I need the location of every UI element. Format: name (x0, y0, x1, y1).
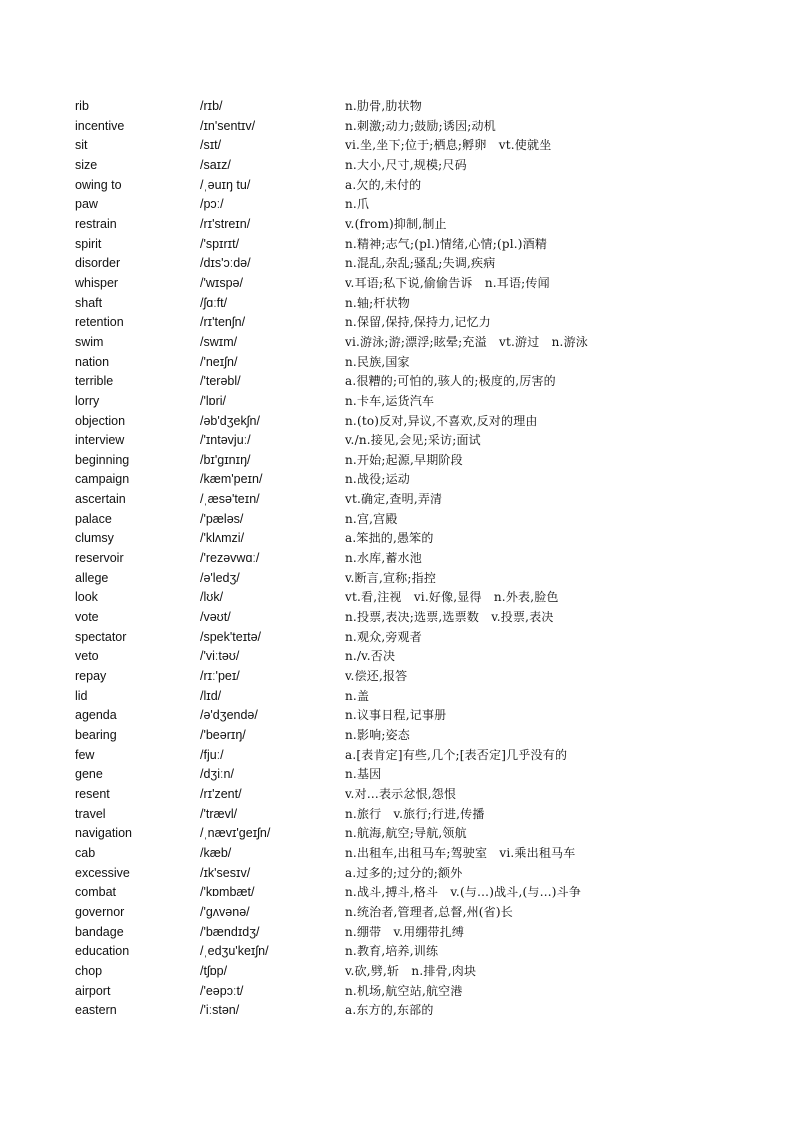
vocab-phonetic: /ˌəuɪŋ tu/ (200, 177, 251, 192)
vocab-row (75, 588, 775, 608)
vocab-word: reservoir (75, 551, 124, 566)
vocab-definition: n.大小,尺寸,规模;尺码 (345, 157, 467, 172)
vocab-row (75, 431, 775, 451)
vocab-word: eastern (75, 1003, 117, 1018)
vocab-phonetic: /lʊk/ (200, 590, 224, 605)
vocab-definition: vt.确定,查明,弄清 (345, 492, 443, 507)
vocab-row (75, 824, 775, 844)
vocab-phonetic: /lɪd/ (200, 688, 222, 703)
vocab-phonetic: /'bændɪdʒ/ (200, 924, 260, 939)
vocab-definition: n.精神;志气;(pl.)情绪,心情;(pl.)酒精 (345, 236, 548, 251)
vocab-row (75, 195, 775, 215)
vocab-definition: a.很糟的;可怕的,骇人的;极度的,厉害的 (345, 374, 556, 389)
vocab-phonetic: /'neɪʃn/ (200, 354, 238, 369)
vocab-word: objection (75, 413, 126, 428)
vocab-row (75, 451, 775, 471)
vocab-row (75, 667, 775, 687)
vocab-definition: n.观众,旁观者 (345, 629, 422, 644)
vocab-row (75, 805, 775, 825)
vocab-word: nation (75, 354, 110, 369)
vocab-phonetic: /kæm'peɪn/ (200, 472, 263, 487)
vocab-word: excessive (75, 865, 130, 880)
vocab-row (75, 392, 775, 412)
vocab-word: swim (75, 334, 104, 349)
vocab-row (75, 529, 775, 549)
vocab-word: bearing (75, 728, 117, 742)
vocab-phonetic: /'viːtəʊ/ (200, 649, 240, 664)
vocab-row (75, 254, 775, 274)
vocab-row (75, 608, 775, 628)
vocab-definition: n.(to)反对,异议,不喜欢,反对的理由 (345, 413, 538, 428)
vocab-definition: v.对…表示忿恨,怨恨 (345, 786, 457, 801)
vocab-phonetic: /ə'ledʒ/ (200, 570, 240, 585)
vocab-phonetic: /fjuː/ (200, 747, 224, 762)
vocab-row (75, 176, 775, 196)
vocab-definition: n.投票,表决;选票,选票数 v.投票,表决 (345, 610, 554, 625)
vocab-word: disorder (75, 256, 121, 271)
vocab-definition: n.绷带 v.用绷带扎缚 (345, 924, 465, 939)
vocab-phonetic: /'wɪspə/ (200, 275, 243, 290)
vocab-word: sit (75, 138, 88, 153)
vocab-row (75, 923, 775, 943)
vocab-word: vote (75, 610, 99, 625)
vocab-row (75, 372, 775, 392)
vocab-definition: n.战役;运动 (345, 472, 410, 487)
vocab-definition: n.战斗,搏斗,格斗 v.(与…)战斗,(与…)斗争 (345, 885, 582, 900)
vocab-phonetic: /rɪb/ (200, 99, 223, 113)
vocab-word: beginning (75, 452, 130, 467)
vocab-definition: n.议事日程,记事册 (345, 708, 447, 723)
vocab-word: education (75, 944, 130, 959)
vocab-row (75, 726, 775, 746)
vocab-definition: n.基因 (345, 767, 382, 782)
vocab-definition: a.过多的;过分的;额外 (345, 865, 463, 880)
vocab-definition: n.旅行 v.旅行;行进,传播 (345, 806, 485, 821)
vocab-word: size (75, 157, 98, 172)
vocab-phonetic: /'rezəvwɑː/ (200, 551, 260, 566)
vocab-definition: n.轴;杆状物 (345, 295, 410, 310)
vocab-definition: n.混乱,杂乱;骚乱;失调,疾病 (345, 256, 496, 271)
vocab-phonetic: /ʃɑːft/ (200, 295, 228, 310)
vocab-row (75, 982, 775, 1002)
vocab-word: look (75, 590, 98, 605)
vocab-word: campaign (75, 472, 130, 487)
vocab-row (75, 647, 775, 667)
vocab-phonetic: /əb'dʒekʃn/ (200, 413, 260, 428)
vocab-definition: n.教育,培养,训练 (345, 944, 439, 959)
vocab-definition: n./v.否决 (345, 649, 396, 664)
vocab-word: retention (75, 315, 124, 330)
vocab-phonetic: /bɪ'gɪnɪŋ/ (200, 452, 251, 467)
vocab-definition: n.肋骨,肋状物 (345, 99, 422, 113)
vocab-row (75, 510, 775, 530)
vocab-row (75, 706, 775, 726)
vocab-definition: n.刺激;动力;鼓励;诱因;动机 (345, 118, 496, 133)
vocab-phonetic: /ˌedʒu'keɪʃn/ (200, 944, 269, 959)
vocab-phonetic: /'trævl/ (200, 806, 238, 821)
vocab-phonetic: /ə'dʒendə/ (200, 708, 258, 723)
vocab-row (75, 235, 775, 255)
vocab-row (75, 785, 775, 805)
vocab-definition: a.欠的,未付的 (345, 177, 422, 192)
vocab-definition: n.保留,保持,保持力,记忆力 (345, 315, 491, 330)
vocab-definition: v.断言,宣称;指控 (345, 570, 437, 585)
vocab-word: incentive (75, 118, 125, 133)
vocab-word: gene (75, 767, 103, 782)
vocab-row (75, 156, 775, 176)
vocab-definition: v.偿还,报答 (345, 669, 408, 684)
vocab-word: shaft (75, 295, 103, 310)
vocab-phonetic: /rɪː'peɪ/ (200, 669, 240, 684)
vocab-phonetic: /'spɪrɪt/ (200, 236, 240, 251)
vocab-definition: vi.坐,坐下;位于;栖息;孵卵 vt.使就坐 (345, 138, 552, 153)
vocab-row (75, 294, 775, 314)
vocab-definition: v.(from)抑制,制止 (345, 216, 447, 231)
vocab-phonetic: /ˌnævɪ'geɪʃn/ (200, 826, 271, 841)
vocab-phonetic: /dʒiːn/ (200, 767, 234, 782)
vocab-word: clumsy (75, 531, 114, 546)
vocab-word: chop (75, 963, 103, 978)
vocab-phonetic: /tʃɒp/ (200, 963, 228, 978)
vocab-row (75, 333, 775, 353)
vocab-row (75, 1001, 775, 1021)
vocab-row (75, 569, 775, 589)
vocab-row (75, 470, 775, 490)
vocab-row (75, 97, 775, 117)
vocab-phonetic: /ɪk'sesɪv/ (200, 865, 251, 880)
vocab-phonetic: /'klʌmzi/ (200, 531, 245, 546)
vocab-row (75, 942, 775, 962)
vocab-phonetic: /'gʌvənə/ (200, 904, 250, 919)
vocab-definition: n.统治者,管理者,总督,州(省)长 (345, 904, 513, 919)
vocab-word: palace (75, 511, 112, 526)
vocab-row (75, 549, 775, 569)
vocab-word: restrain (75, 216, 117, 231)
vocab-row (75, 274, 775, 294)
vocab-row (75, 628, 775, 648)
vocab-word: agenda (75, 708, 117, 723)
vocab-word: whisper (75, 275, 119, 290)
vocab-phonetic: /'beərɪŋ/ (200, 728, 246, 742)
vocab-row (75, 687, 775, 707)
vocab-row (75, 864, 775, 884)
vocab-definition: n.水库,蓄水池 (345, 551, 422, 566)
vocab-row (75, 353, 775, 373)
vocab-phonetic: /'terəbl/ (200, 374, 241, 389)
vocab-phonetic: /dɪs'ɔːdə/ (200, 256, 251, 271)
vocab-phonetic: /ˌæsə'teɪn/ (200, 492, 260, 507)
vocab-word: combat (75, 885, 116, 900)
vocab-row (75, 313, 775, 333)
vocab-phonetic: /'eəpɔːt/ (200, 983, 244, 998)
vocab-definition: v.耳语;私下说,偷偷告诉 n.耳语;传闻 (345, 275, 550, 290)
vocab-word: rib (75, 99, 89, 113)
vocab-definition: n.卡车,运货汽车 (345, 393, 435, 408)
vocab-word: interview (75, 433, 125, 448)
vocab-row (75, 117, 775, 137)
vocab-definition: n.影响;姿态 (345, 728, 410, 742)
vocab-row (75, 215, 775, 235)
vocab-phonetic: /ɪn'sentɪv/ (200, 118, 256, 133)
vocab-definition: n.爪 (345, 197, 370, 212)
vocab-word: ascertain (75, 492, 126, 507)
vocab-definition: n.航海,航空;导航,领航 (345, 826, 467, 841)
vocab-phonetic: /'kɒmbæt/ (200, 885, 255, 900)
vocab-word: airport (75, 983, 111, 998)
vocab-phonetic: /spek'teɪtə/ (200, 629, 262, 644)
vocab-definition: n.开始;起源,早期阶段 (345, 452, 463, 467)
vocab-definition: vi.游泳;游;漂浮;眩晕;充溢 vt.游过 n.游泳 (345, 334, 588, 349)
vocab-word: lid (75, 688, 88, 703)
vocab-phonetic: /sɪt/ (200, 138, 222, 153)
vocab-word: navigation (75, 826, 132, 841)
vocab-definition: n.出租车,出租马车;驾驶室 vi.乘出租马车 (345, 845, 576, 860)
vocab-definition: v.砍,劈,斩 n.排骨,肉块 (345, 963, 477, 978)
vocab-row (75, 136, 775, 156)
vocab-phonetic: /saɪz/ (200, 157, 231, 172)
vocab-phonetic: /rɪ'zent/ (200, 786, 242, 801)
vocab-word: few (75, 747, 95, 762)
vocab-word: paw (75, 197, 98, 212)
vocab-phonetic: /'pæləs/ (200, 511, 244, 526)
vocab-word: spectator (75, 629, 127, 644)
vocab-word: spirit (75, 236, 102, 251)
vocab-definition: vt.看,注视 vi.好像,显得 n.外表,脸色 (345, 590, 559, 605)
vocab-word: cab (75, 845, 96, 860)
vocab-definition: n.机场,航空站,航空港 (345, 983, 463, 998)
vocab-word: governor (75, 904, 125, 919)
vocab-word: owing to (75, 177, 122, 192)
vocab-definition: n.宫,宫殿 (345, 511, 398, 526)
vocab-phonetic: /'iːstən/ (200, 1003, 240, 1018)
vocab-row (75, 765, 775, 785)
vocab-definition: n.盖 (345, 688, 370, 703)
vocab-definition: v./n.接见,会见;采访;面试 (345, 433, 481, 448)
vocab-word: resent (75, 786, 110, 801)
vocab-row (75, 962, 775, 982)
vocab-phonetic: /pɔː/ (200, 197, 224, 212)
vocab-word: travel (75, 806, 106, 821)
vocab-phonetic: /'lɒri/ (200, 393, 227, 408)
vocab-word: bandage (75, 924, 124, 939)
vocab-word: repay (75, 669, 107, 684)
vocab-word: allege (75, 570, 109, 585)
vocab-row (75, 412, 775, 432)
vocab-row (75, 746, 775, 766)
vocab-row (75, 903, 775, 923)
vocab-word: terrible (75, 374, 114, 389)
vocab-definition: n.民族,国家 (345, 354, 410, 369)
vocab-definition: a.[表肯定]有些,几个;[表否定]几乎没有的 (345, 747, 568, 762)
vocab-phonetic: /'ɪntəvjuː/ (200, 433, 251, 448)
vocab-phonetic: /vəʊt/ (200, 610, 231, 625)
vocab-word: veto (75, 649, 99, 664)
vocab-phonetic: /swɪm/ (200, 334, 238, 349)
vocab-word: lorry (75, 393, 100, 408)
vocab-row (75, 844, 775, 864)
vocab-phonetic: /kæb/ (200, 845, 232, 860)
vocab-definition: a.东方的,东部的 (345, 1003, 434, 1018)
vocab-definition: a.笨拙的,愚笨的 (345, 531, 434, 546)
vocab-phonetic: /rɪ'tenʃn/ (200, 315, 246, 330)
vocab-row (75, 490, 775, 510)
vocab-row (75, 883, 775, 903)
vocab-phonetic: /rɪ'streɪn/ (200, 216, 251, 231)
vocabulary-list (75, 97, 775, 1021)
